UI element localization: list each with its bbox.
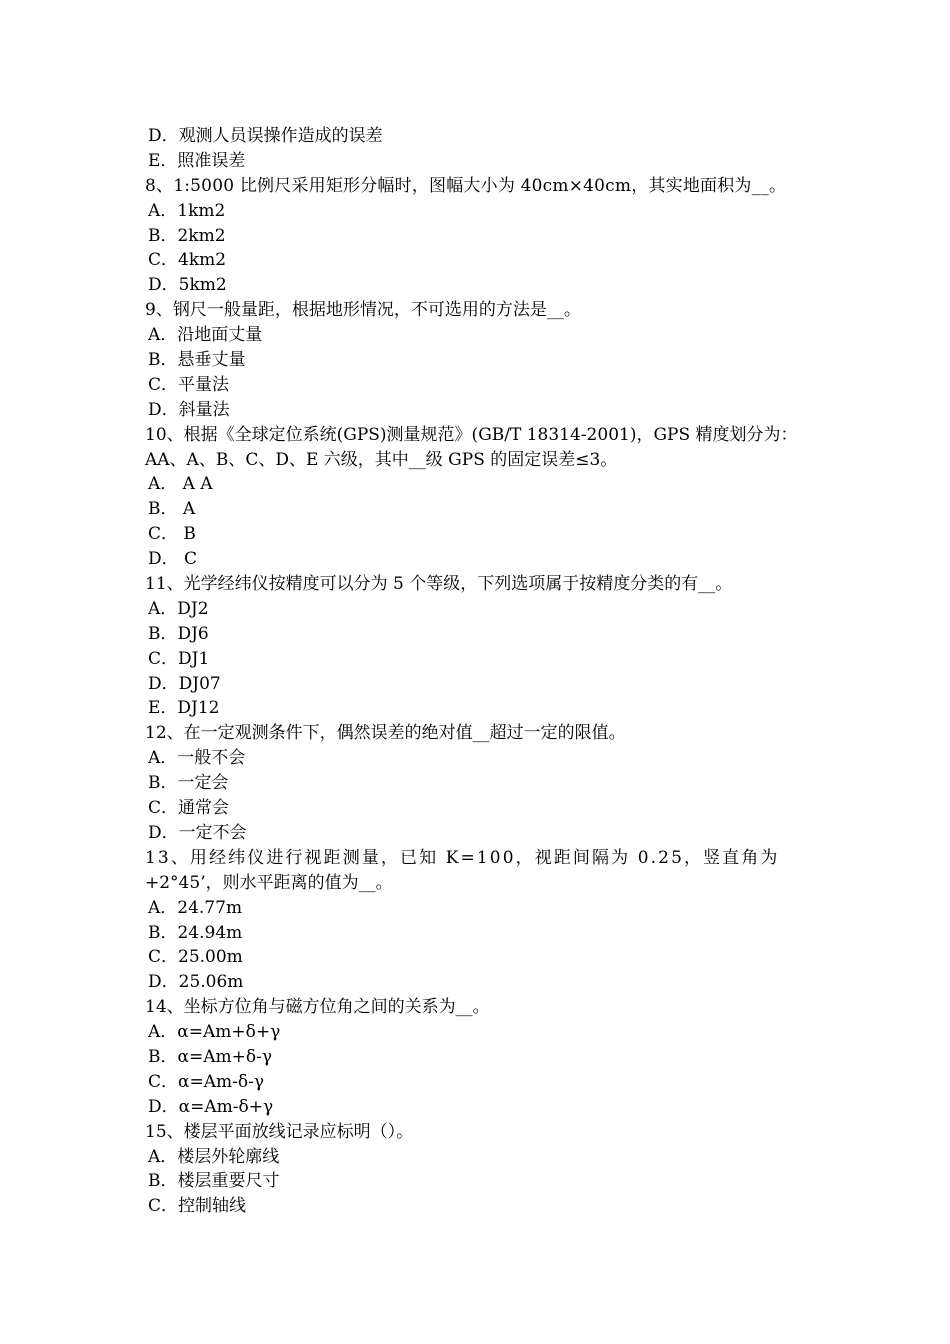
option-line: D． C: [148, 549, 198, 570]
option-line: D．斜量法: [148, 399, 230, 420]
option-line: C．平量法: [148, 374, 230, 395]
question-13-continued: +2°45’，则水平距离的值为__。: [145, 872, 393, 893]
option-line: A． A A: [148, 474, 213, 495]
option-line: D．25.06m: [148, 972, 244, 993]
option-line: A．一般不会: [148, 748, 246, 769]
option-line: A．24.77m: [148, 897, 243, 918]
question-10: 10、根据《全球定位系统(GPS)测量规范》(GB/T 18314-2001)，GPS 精度划分为：: [145, 424, 798, 445]
question-15: 15、楼层平面放线记录应标明（）。: [145, 1121, 414, 1142]
option-line: B．楼层重要尺寸: [148, 1171, 280, 1192]
option-line: C．DJ1: [148, 648, 210, 669]
option-line: A．沿地面丈量: [148, 325, 263, 346]
option-line: D．DJ07: [148, 673, 221, 694]
option-line: B．一定会: [148, 773, 229, 794]
option-line: B．24.94m: [148, 922, 243, 943]
option-line: B．2km2: [148, 225, 226, 246]
question-12: 12、在一定观测条件下，偶然误差的绝对值__超过一定的限值。: [145, 723, 626, 744]
question-13: 13、用经纬仪进行视距测量，已知 K=100，视距间隔为 0.25，竖直角为: [145, 847, 780, 868]
question-9: 9、钢尺一般量距，根据地形情况，不可选用的方法是__。: [145, 300, 581, 321]
option-line: D．5km2: [148, 275, 227, 296]
option-line: C．控制轴线: [148, 1196, 247, 1217]
option-line: C．4km2: [148, 250, 227, 271]
option-line: A．楼层外轮廓线: [148, 1146, 280, 1167]
option-line: D．一定不会: [148, 822, 247, 843]
option-line: B．α=Am+δ-γ: [148, 1046, 272, 1067]
option-line: A．1km2: [148, 200, 226, 221]
question-14: 14、坐标方位角与磁方位角之间的关系为__。: [145, 997, 490, 1018]
option-line: B．DJ6: [148, 623, 209, 644]
option-line: B．悬垂丈量: [148, 350, 246, 371]
option-line: B． A: [148, 499, 196, 520]
option-line: D．α=Am-δ+γ: [148, 1096, 274, 1117]
option-line: C．α=Am-δ-γ: [148, 1071, 265, 1092]
option-line: E．DJ12: [148, 698, 220, 719]
option-line: C． B: [148, 524, 196, 545]
option-line: E．照准误差: [148, 150, 246, 171]
option-line: A．DJ2: [148, 598, 209, 619]
option-line: D．观测人员误操作造成的误差: [148, 126, 383, 146]
option-line: C．25.00m: [148, 947, 243, 968]
question-10-continued: AA、A、B、C、D、E 六级，其中__级 GPS 的固定误差≤3。: [145, 449, 618, 470]
question-11: 11、光学经纬仪按精度可以分为 5 个等级，下列选项属于按精度分类的有__。: [145, 574, 733, 595]
option-line: A．α=Am+δ+γ: [148, 1022, 281, 1043]
option-line: C．通常会: [148, 798, 230, 819]
exam-question-list: [145, 124, 810, 1219]
question-8: 8、1:5000 比例尺采用矩形分幅时，图幅大小为 40cm×40cm，其实地面积为__。: [145, 175, 787, 196]
